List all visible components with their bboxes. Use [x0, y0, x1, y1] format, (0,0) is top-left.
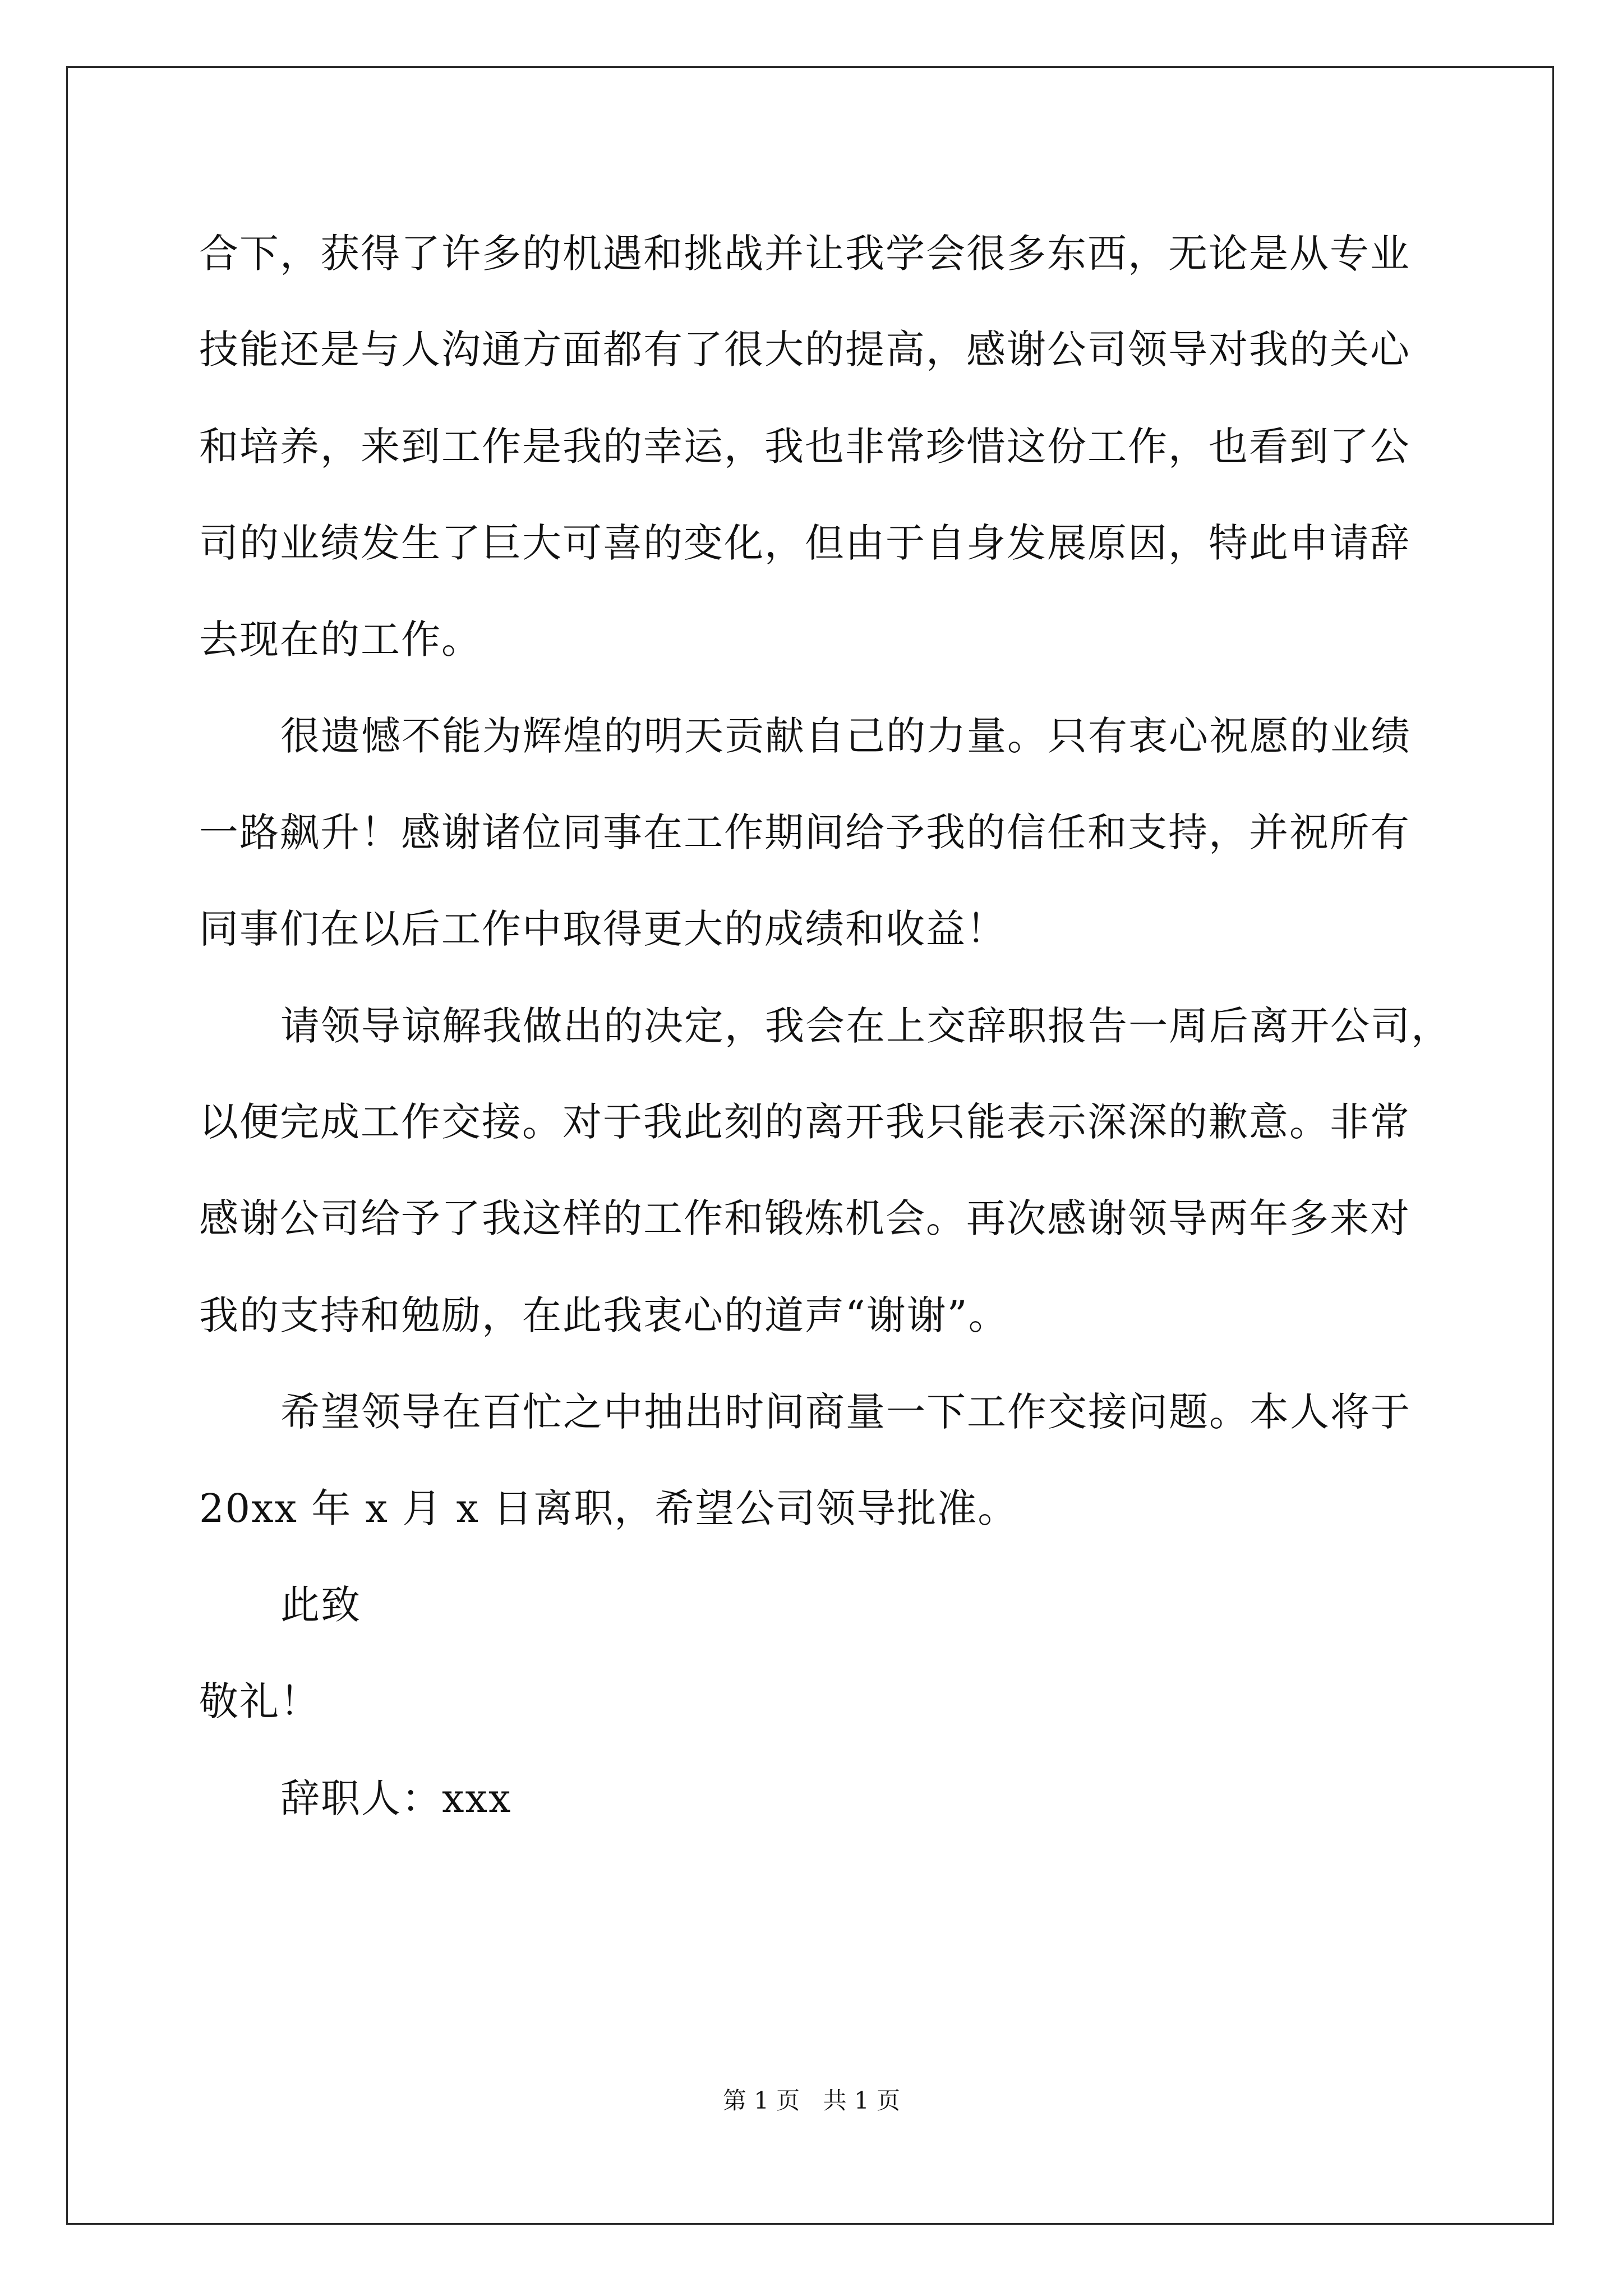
text-line: 感谢公司给予了我这样的工作和锻炼机会。再次感谢领导两年多来对 [199, 1195, 1410, 1241]
text-line: 去现在的工作。 [199, 616, 482, 662]
paragraph-start: 希望领导在百忙之中抽出时间商量一下工作交接问题。本人将于 [280, 1389, 1411, 1435]
paragraph-start: 很遗憾不能为辉煌的明天贡献自己的力量。只有衷心祝愿的业绩 [280, 713, 1411, 759]
text-line: 和培养，来到工作是我的幸运，我也非常珍惜这份工作，也看到了公 [199, 424, 1410, 470]
closing-salutation: 此致 [280, 1582, 361, 1628]
text-line: 合下，获得了许多的机遇和挑战并让我学会很多东西，无论是从专业 [199, 231, 1410, 277]
text-line: 技能还是与人沟通方面都有了很大的提高，感谢公司领导对我的关心 [199, 326, 1410, 372]
closing-respect: 敬礼！ [199, 1678, 320, 1724]
paragraph-start: 请领导谅解我做出的决定，我会在上交辞职报告一周后离开公司， [280, 1003, 1451, 1049]
text-line: 我的支持和勉励，在此我衷心的道声“谢谢”。 [199, 1292, 1009, 1338]
page-footer [0, 2082, 1623, 2116]
page-number: 第 1 页 [722, 2087, 800, 2114]
text-line: 同事们在以后工作中取得更大的成绩和收益！ [199, 906, 1007, 952]
signature-line: 辞职人：xxx [280, 1775, 512, 1821]
page-total: 共 1 页 [823, 2087, 901, 2114]
text-line: 以便完成工作交接。对于我此刻的离开我只能表示深深的歉意。非常 [199, 1099, 1410, 1145]
text-line: 司的业绩发生了巨大可喜的变化，但由于自身发展原因，特此申请辞 [199, 520, 1410, 566]
text-line: 20xx 年 x 月 x 日离职，希望公司领导批准。 [199, 1485, 1018, 1531]
text-line: 一路飙升！感谢诸位同事在工作期间给予我的信任和支持，并祝所有 [199, 809, 1410, 855]
